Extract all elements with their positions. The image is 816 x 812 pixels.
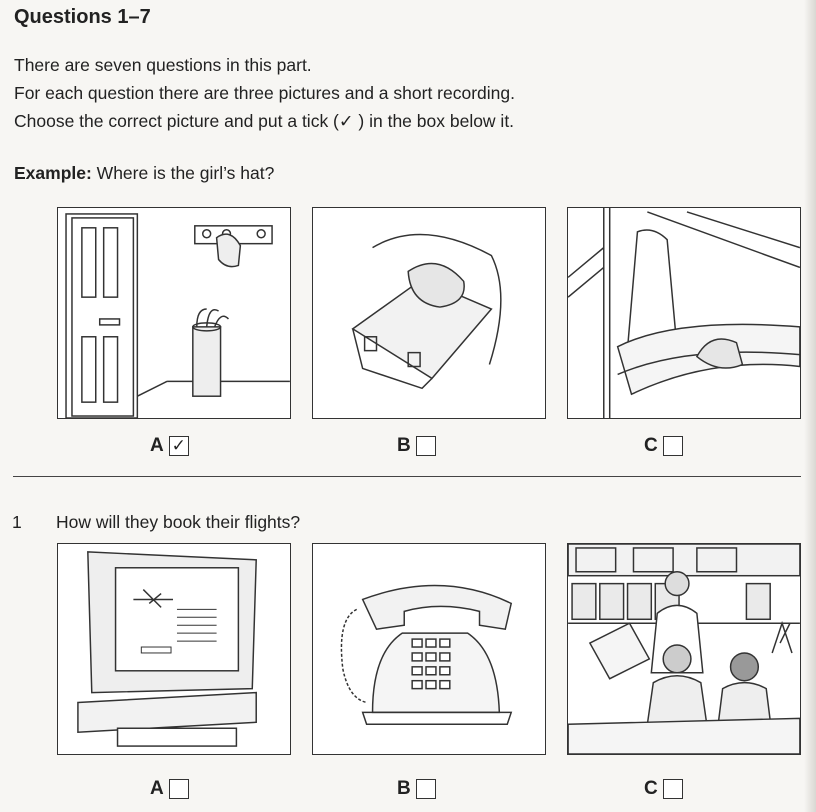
tick-box-b[interactable] [416, 779, 436, 799]
question-1 [12, 512, 300, 533]
question-1-option-a[interactable] [150, 778, 189, 800]
option-letter: C [644, 778, 658, 799]
example-question [14, 163, 274, 184]
option-letter: B [397, 778, 411, 799]
question-1-text: How will they book their flights? [56, 512, 301, 532]
option-letter: A [150, 435, 164, 456]
section-heading: Questions 1–7 [14, 6, 151, 28]
question-1-picture-a[interactable] [57, 543, 291, 755]
question-number: 1 [12, 512, 22, 532]
example-label: Example: [14, 163, 92, 183]
instruction-line-1: There are seven questions in this part. [14, 55, 312, 75]
tick-box-c[interactable] [663, 436, 683, 456]
tick-box-a[interactable] [169, 779, 189, 799]
instruction-line-3: Choose the correct picture and put a tick (✓ ) in the box below it. [14, 111, 515, 131]
question-1-option-c[interactable] [644, 778, 683, 800]
example-question-text: Where is the girl’s hat? [91, 163, 275, 183]
option-letter: C [644, 435, 658, 456]
computer-icon [58, 544, 290, 754]
option-letter: B [397, 435, 411, 456]
tick-box-a[interactable]: ✓ [169, 436, 189, 456]
telephone-icon [313, 544, 545, 754]
example-picture-c[interactable] [567, 207, 801, 419]
tick-box-b[interactable] [416, 436, 436, 456]
example-picture-b[interactable] [312, 207, 546, 419]
example-option-c[interactable] [644, 435, 683, 457]
page-edge-shadow [804, 0, 816, 812]
instruction-line-2: For each question there are three pictures and a short recording. [14, 83, 515, 103]
hat-in-bag-icon [313, 208, 545, 418]
example-option-b[interactable] [397, 435, 436, 457]
section-divider [13, 476, 801, 477]
tick-box-c[interactable] [663, 779, 683, 799]
example-picture-a[interactable] [57, 207, 291, 419]
question-1-picture-c[interactable] [567, 543, 801, 755]
question-1-picture-b[interactable] [312, 543, 546, 755]
hat-on-coat-hook-icon [58, 208, 290, 418]
hat-on-seat-icon [568, 208, 800, 418]
question-1-option-b[interactable] [397, 778, 436, 800]
option-letter: A [150, 778, 164, 799]
example-option-a[interactable] [150, 435, 189, 457]
travel-agent-icon [568, 544, 800, 754]
